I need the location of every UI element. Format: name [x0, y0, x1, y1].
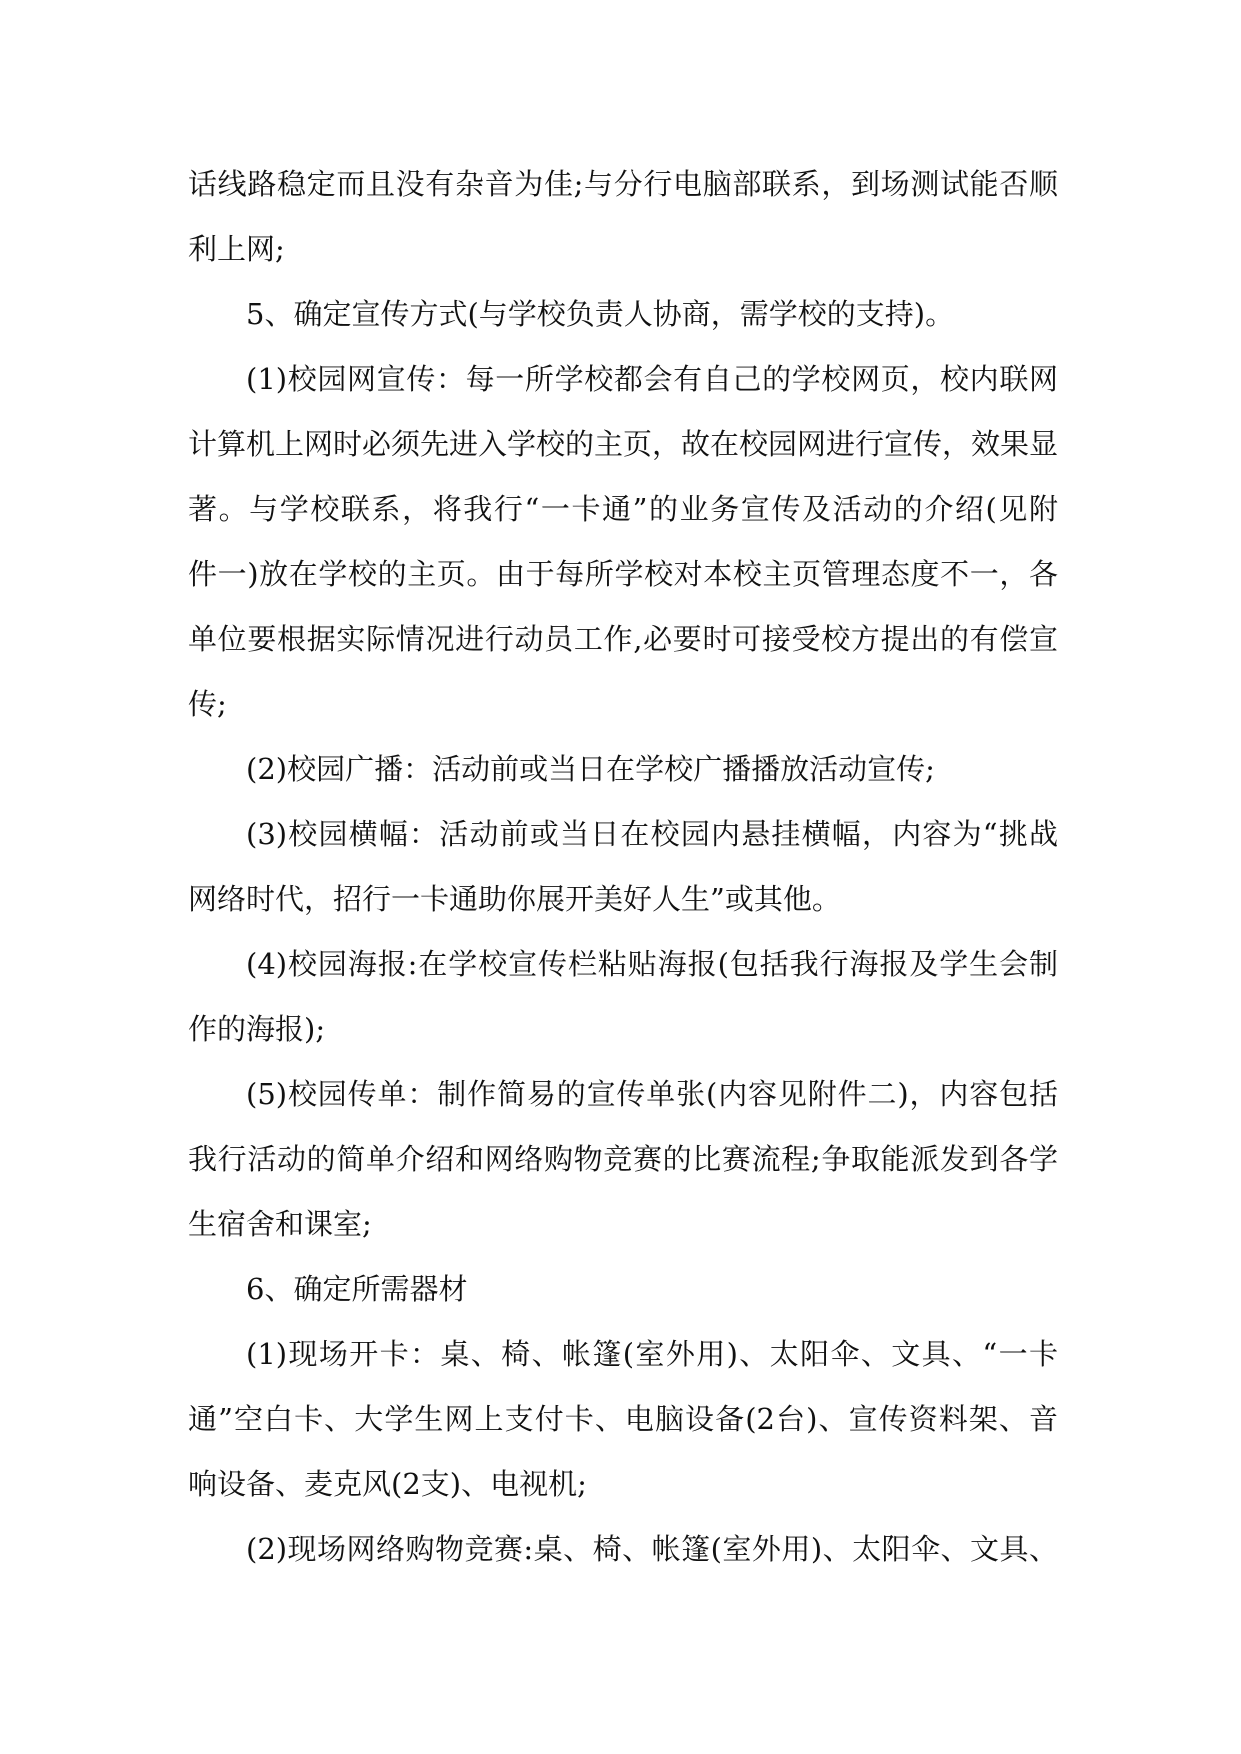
text-line: 传; [188, 687, 227, 721]
text-line: (2)校园广播：活动前或当日在学校广播播放活动宣传; [246, 752, 935, 786]
text-line: 通”空白卡、大学生网上支付卡、电脑设备(2台)、宣传资料架、音 [188, 1402, 1058, 1436]
text-line: 我行活动的简单介绍和网络购物竞赛的比赛流程;争取能派发到各学 [188, 1142, 1058, 1176]
document-body [188, 152, 1058, 1582]
text-line: (1)现场开卡：桌、椅、帐篷(室外用)、太阳伞、文具、“一卡 [246, 1337, 1058, 1371]
text-line: (5)校园传单：制作简易的宣传单张(内容见附件二)，内容包括 [246, 1077, 1058, 1111]
text-line: 网络时代，招行一卡通助你展开美好人生”或其他。 [188, 882, 841, 916]
text-line: (4)校园海报:在学校宣传栏粘贴海报(包括我行海报及学生会制 [246, 947, 1058, 981]
text-line: 计算机上网时必须先进入学校的主页，故在校园网进行宣传，效果显 [188, 427, 1059, 461]
text-line: 件一)放在学校的主页。由于每所学校对本校主页管理态度不一，各 [188, 557, 1058, 591]
text-line: (2)现场网络购物竞赛:桌、椅、帐篷(室外用)、太阳伞、文具、 [246, 1532, 1058, 1566]
text-line: 生宿舍和课室; [188, 1207, 372, 1241]
text-line: 利上网; [188, 232, 285, 266]
section-heading: 6、确定所需器材 [246, 1272, 468, 1306]
text-line: (3)校园横幅：活动前或当日在校园内悬挂横幅，内容为“挑战 [246, 817, 1058, 851]
text-line: 著。与学校联系，将我行“一卡通”的业务宣传及活动的介绍(见附 [188, 492, 1058, 526]
text-line: 单位要根据实际情况进行动员工作,必要时可接受校方提出的有偿宣 [188, 622, 1058, 656]
text-line: (1)校园网宣传：每一所学校都会有自己的学校网页，校内联网 [246, 362, 1058, 396]
text-line: 响设备、麦克风(2支)、电视机; [188, 1467, 587, 1501]
text-line: 作的海报); [188, 1012, 326, 1046]
section-heading: 5、确定宣传方式(与学校负责人协商，需学校的支持)。 [246, 297, 955, 331]
text-line: 话线路稳定而且没有杂音为佳;与分行电脑部联系，到场测试能否顺 [188, 167, 1058, 201]
